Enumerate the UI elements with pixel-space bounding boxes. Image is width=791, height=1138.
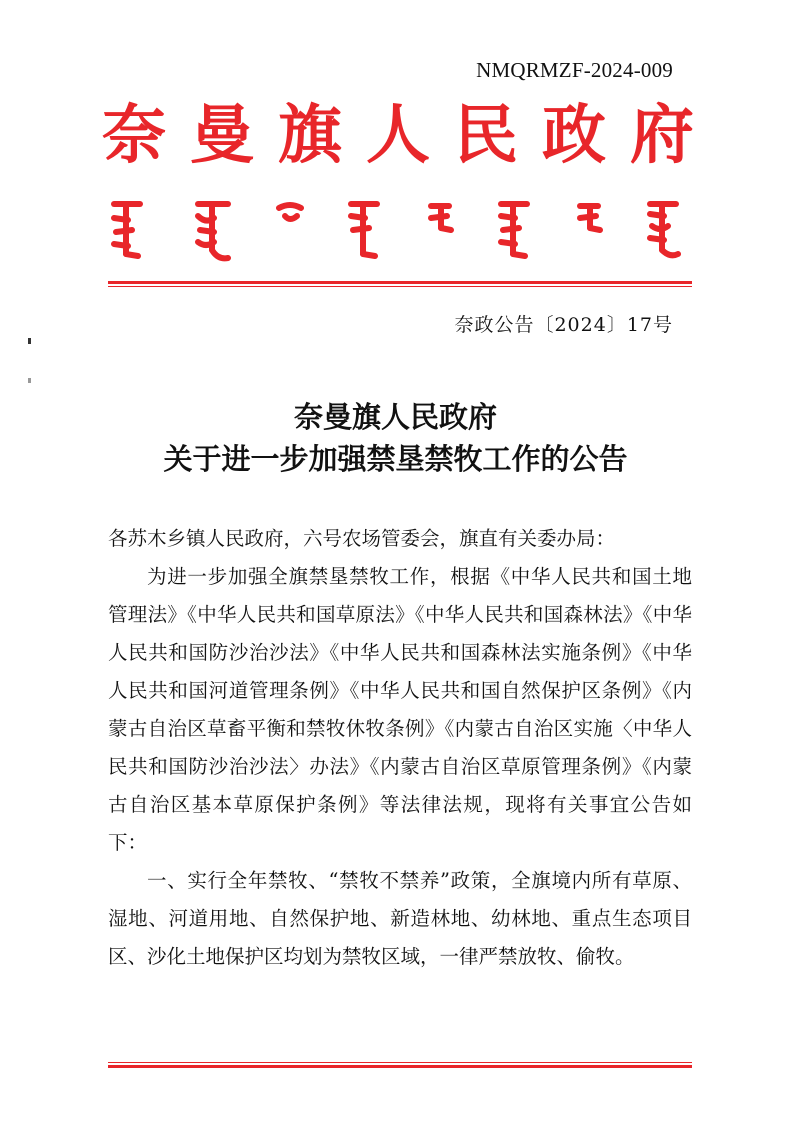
- title-char: 府: [630, 98, 694, 173]
- document-title-line-1: 奈曼旗人民政府: [293, 400, 497, 434]
- title-char: 旗: [278, 98, 342, 173]
- issuing-authority-title: [102, 98, 694, 173]
- mongolian-script-title: [106, 200, 686, 264]
- mongolian-word-2: [188, 200, 238, 264]
- footer-divider: [108, 1062, 692, 1068]
- document-title: [0, 396, 791, 480]
- mongolian-word-4: [343, 200, 387, 260]
- mongolian-word-5: [425, 200, 455, 236]
- document-number: 奈政公告〔2024〕17号: [454, 314, 673, 336]
- body-paragraph: 为进一步加强全旗禁垦禁牧工作，根据《中华人民共和国土地管理法》《中华人民共和国草原法》《中华人民共和国森林法》《中华人民共和国防沙治沙法》《中华人民共和国森林法实施条例》《中华人民共和国河道管理条例》《中华人民共和国自然保护区条例》《内蒙古自治区草畜平衡和禁牧休牧条例》《内蒙古自治区实施〈中华人民共和国防沙治沙法〉办法》《内蒙古自治区草原管理条例》《内蒙古自治区基本草原保护条例》等法律法规，现将有关事宜公告如下：: [108, 565, 692, 854]
- header-divider: [108, 281, 692, 287]
- document-title-line-2: 关于进一步加强禁垦禁牧工作的公告: [163, 442, 628, 476]
- title-char: 政: [542, 98, 606, 173]
- scan-mark: [28, 378, 31, 383]
- title-char: 民: [454, 98, 518, 173]
- title-char: 奈: [102, 98, 166, 173]
- mongolian-word-6: [493, 200, 537, 260]
- title-char: 人: [366, 98, 430, 173]
- title-char: 曼: [190, 98, 254, 173]
- body-paragraph: 一、实行全年禁牧、“禁牧不禁养”政策，全旗境内所有草原、湿地、河道用地、自然保护地、新造林地、幼林地、重点生态项目区、沙化土地保护区均划为禁牧区域，一律严禁放牧、偷牧。: [108, 869, 692, 968]
- scan-mark: [28, 338, 31, 344]
- mongolian-word-1: [106, 200, 150, 260]
- salutation: 各苏木乡镇人民政府，六号农场管委会，旗直有关委办局：: [108, 527, 616, 550]
- mongolian-word-3: [275, 200, 305, 224]
- mongolian-word-7: [574, 200, 604, 236]
- document-id: NMQRMZF-2024-009: [476, 58, 673, 82]
- document-body: [108, 520, 692, 976]
- mongolian-word-8: [642, 200, 686, 260]
